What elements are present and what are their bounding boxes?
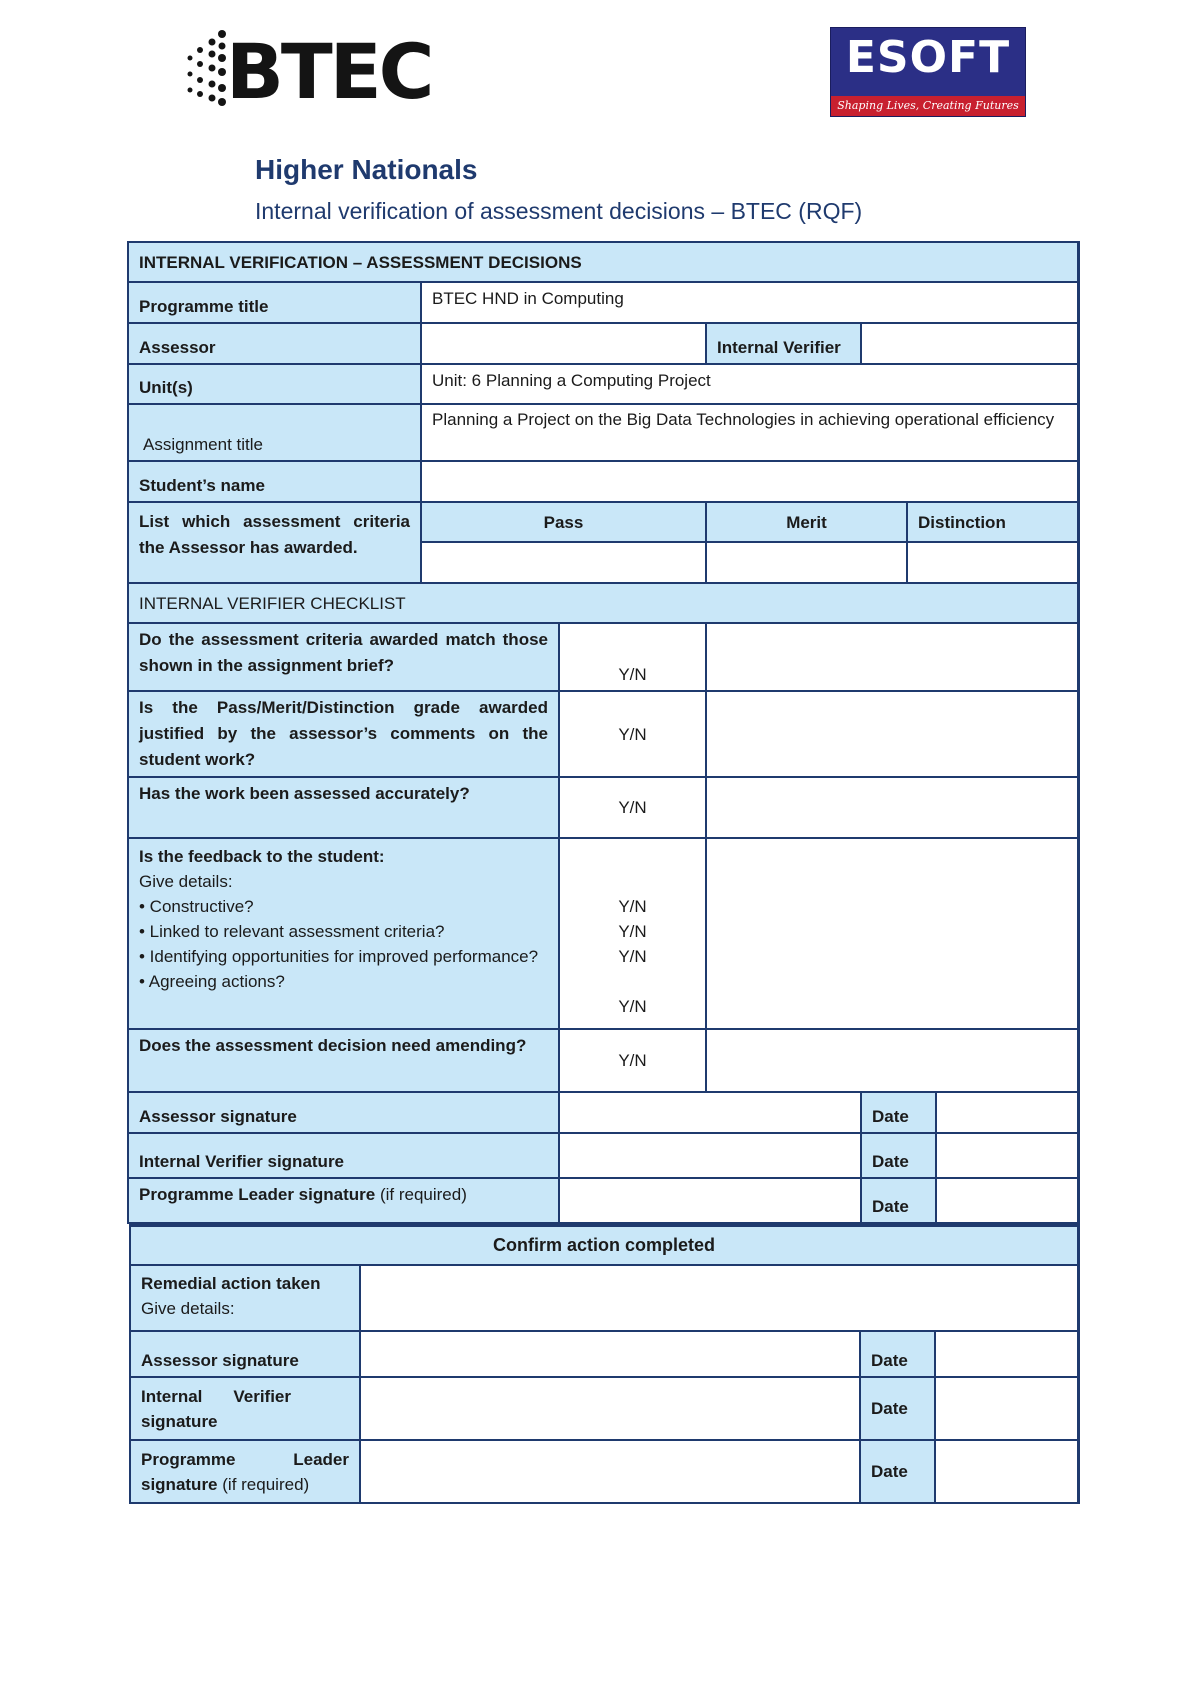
page-subtitle: Internal verification of assessment decisions – BTEC (RQF) <box>255 198 863 224</box>
feedback-item-agreeing: • Agreeing actions? <box>139 972 285 991</box>
checklist-question-feedback <box>128 838 559 1029</box>
confirm-iv-line1: Internal Verifier <box>141 1387 291 1406</box>
confirm-assessor-date-field[interactable] <box>935 1331 1078 1377</box>
feedback-item-constructive: • Constructive? <box>139 897 254 916</box>
assignment-title-field[interactable]: Planning a Project on the Big Data Technologies in achieving operational efficiency <box>421 404 1078 461</box>
programme-leader-signature-field[interactable] <box>559 1178 861 1223</box>
programme-title-field[interactable]: BTEC HND in Computing <box>421 282 1078 323</box>
merit-header: Merit <box>706 502 907 542</box>
feedback-yn-agreeing[interactable]: Y/N <box>618 997 647 1016</box>
btec-logo <box>180 24 430 120</box>
internal-verifier-date-field[interactable] <box>936 1133 1078 1178</box>
student-name-field[interactable] <box>421 461 1078 502</box>
internal-verifier-label: Internal Verifier <box>706 323 861 364</box>
feedback-item-linked: • Linked to relevant assessment criteria? <box>139 922 445 941</box>
confirm-programme-leader-signature-label <box>130 1440 360 1503</box>
student-name-label: Student’s name <box>128 461 421 502</box>
checklist-question-criteria-match: Do the assessment criteria awarded match those shown in the assignment brief? <box>128 623 559 691</box>
remedial-action-title: Remedial action taken <box>141 1274 321 1293</box>
units-label: Unit(s) <box>128 364 421 404</box>
assessor-field[interactable] <box>421 323 706 364</box>
programme-leader-signature-label <box>128 1178 559 1223</box>
confirm-action-heading: Confirm action completed <box>130 1226 1078 1265</box>
programme-leader-if-required: (if required) <box>379 1185 467 1204</box>
checklist-yn-decision-amending[interactable]: Y/N <box>559 1029 706 1092</box>
internal-verifier-date-label: Date <box>861 1133 936 1178</box>
confirm-pl-line2: signature <box>141 1475 218 1494</box>
checklist-yn-grade-justified[interactable]: Y/N <box>559 691 706 777</box>
feedback-yn-linked[interactable]: Y/N <box>618 922 647 941</box>
esoft-logo-text: ESOFT <box>845 32 1011 83</box>
distinction-header: Distinction <box>907 502 1078 542</box>
confirm-pl-line1: Programme Leader <box>141 1450 349 1469</box>
assessor-date-label: Date <box>861 1092 936 1133</box>
confirm-internal-verifier-date-field[interactable] <box>935 1377 1078 1440</box>
assessor-date-field[interactable] <box>936 1092 1078 1133</box>
programme-leader-signature-text: Programme Leader signature <box>139 1185 376 1204</box>
checklist-comment-criteria-match[interactable] <box>706 623 1078 691</box>
feedback-item-opportunities: • Identifying opportunities for improved performance? <box>139 947 539 966</box>
programme-leader-date-field[interactable] <box>936 1178 1078 1223</box>
checklist-yn-criteria-match[interactable]: Y/N <box>559 623 706 691</box>
distinction-criteria-field[interactable] <box>907 542 1078 583</box>
assessor-signature-label: Assessor signature <box>128 1092 559 1133</box>
feedback-title: Is the feedback to the student: <box>139 847 385 866</box>
checklist-comment-assessed-accurately[interactable] <box>706 777 1078 838</box>
checklist-comment-decision-amending[interactable] <box>706 1029 1078 1092</box>
assessor-label: Assessor <box>128 323 421 364</box>
internal-verifier-field[interactable] <box>861 323 1078 364</box>
btec-logo-text: BTEC <box>226 27 432 116</box>
checklist-comment-feedback[interactable] <box>706 838 1078 1029</box>
esoft-logo-tagline: Shaping Lives, Creating Futures <box>831 96 1025 116</box>
remedial-action-label <box>130 1265 360 1331</box>
feedback-yn-constructive[interactable]: Y/N <box>618 897 647 916</box>
programme-leader-date-label: Date <box>861 1178 936 1223</box>
internal-verifier-signature-label: Internal Verifier signature <box>128 1133 559 1178</box>
remedial-action-field[interactable] <box>360 1265 1078 1331</box>
confirm-internal-verifier-signature-label <box>130 1377 360 1440</box>
checklist-yn-feedback[interactable] <box>559 838 706 1029</box>
confirm-iv-line2: signature <box>141 1412 218 1431</box>
page-title: Higher Nationals <box>255 154 478 185</box>
esoft-logo <box>830 27 1026 117</box>
checklist-question-assessed-accurately: Has the work been assessed accurately? <box>128 777 559 838</box>
btec-dots-icon <box>180 28 230 108</box>
confirm-assessor-date-label: Date <box>860 1331 935 1377</box>
programme-title-label: Programme title <box>128 282 421 323</box>
criteria-awarded-label: List which assessment criteria the Assessor has awarded. <box>128 502 421 583</box>
confirm-internal-verifier-date-label: Date <box>860 1377 935 1440</box>
checklist-question-decision-amending: Does the assessment decision need amending? <box>128 1029 559 1092</box>
pass-header: Pass <box>421 502 706 542</box>
confirm-internal-verifier-signature-field[interactable] <box>360 1377 860 1440</box>
confirm-programme-leader-date-label: Date <box>860 1440 935 1503</box>
section-heading-verifier-checklist: INTERNAL VERIFIER CHECKLIST <box>128 583 1078 623</box>
pass-criteria-field[interactable] <box>421 542 706 583</box>
units-field[interactable]: Unit: 6 Planning a Computing Project <box>421 364 1078 404</box>
merit-criteria-field[interactable] <box>706 542 907 583</box>
confirm-programme-leader-date-field[interactable] <box>935 1440 1078 1503</box>
feedback-give-details: Give details: <box>139 872 233 891</box>
section-heading-assessment-decisions: INTERNAL VERIFICATION – ASSESSMENT DECISIONS <box>128 242 1078 282</box>
assignment-title-label: Assignment title <box>128 404 421 461</box>
checklist-comment-grade-justified[interactable] <box>706 691 1078 777</box>
confirm-assessor-signature-field[interactable] <box>360 1331 860 1377</box>
checklist-yn-assessed-accurately[interactable]: Y/N <box>559 777 706 838</box>
confirm-programme-leader-signature-field[interactable] <box>360 1440 860 1503</box>
checklist-question-grade-justified: Is the Pass/Merit/Distinction grade awarded justified by the assessor’s comments on the student work? <box>128 691 559 777</box>
feedback-yn-opportunities[interactable]: Y/N <box>618 947 647 966</box>
confirm-assessor-signature-label: Assessor signature <box>130 1331 360 1377</box>
internal-verifier-signature-field[interactable] <box>559 1133 861 1178</box>
remedial-give-details: Give details: <box>141 1299 235 1318</box>
assessor-signature-field[interactable] <box>559 1092 861 1133</box>
confirm-pl-if-required: (if required) <box>222 1475 310 1494</box>
